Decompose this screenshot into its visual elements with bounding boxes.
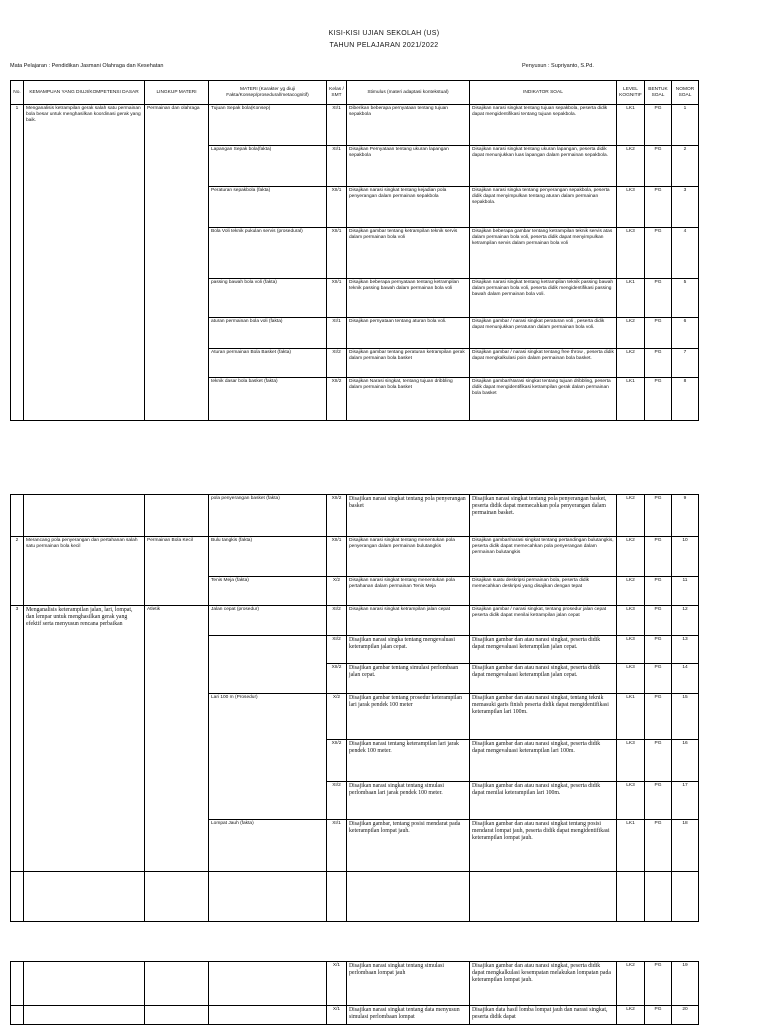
- lingkup-text: Permainan dan olahraga: [145, 105, 209, 421]
- col-indikator: INDIKATOR SOAL: [470, 81, 617, 105]
- nomor-cell: 10: [672, 537, 699, 577]
- bentuk-cell: PG: [645, 228, 672, 279]
- level-cell: LK1: [617, 378, 645, 421]
- level-cell: LK3: [617, 782, 645, 820]
- lingkup-text: Permainan Bola Kecil: [145, 537, 209, 606]
- table-row: [11, 495, 699, 537]
- stimulus-cell: Disajikan gambar tentang prosedur keterampilan lari jarak pendek 100 meter: [347, 694, 470, 740]
- bentuk-cell: PG: [645, 636, 672, 664]
- col-bentuk: BENTUK SOAL: [645, 81, 672, 105]
- indikator-cell: Disajikan gambar/Narasi singkat tentang tujuan dribbling, peserta didik dapat mengidentifikasi ketrampilan gerak dalam permainan bola basket: [470, 378, 617, 421]
- kd-text: [24, 495, 145, 537]
- materi-cell: Lompat Jauh (fakta): [209, 820, 327, 872]
- kelas-cell: X/2: [327, 694, 347, 740]
- bentuk-cell: PG: [645, 146, 672, 187]
- materi-cell: Lari 100 m (Prosedur): [209, 694, 327, 740]
- bentuk-cell: PG: [645, 495, 672, 537]
- nomor-cell: 4: [672, 228, 699, 279]
- nomor-cell: 7: [672, 349, 699, 378]
- bentuk-cell: PG: [645, 537, 672, 577]
- bentuk-cell: PG: [645, 318, 672, 349]
- nomor-cell: 17: [672, 782, 699, 820]
- bentuk-cell: PG: [645, 962, 672, 1006]
- materi-cell: teknik dasar bola basket (fakta): [209, 378, 327, 421]
- materi-cell: aturan permainan bola voli (fakta): [209, 318, 327, 349]
- materi-cell: Tenis Meja (fakta): [209, 577, 327, 606]
- kelas-cell: X/1: [327, 962, 347, 1006]
- indikator-cell: Disajikan gambar/narasi singkat tentang pertandingan bulutangkis, peserta didik dapat memecahkan pola penyerangan dalam permainan bulutangkis: [470, 537, 617, 577]
- level-cell: LK2: [617, 1006, 645, 1025]
- grid-table-1: [10, 80, 699, 421]
- nomor-cell: 14: [672, 664, 699, 694]
- indikator-cell: Disajikan gambar / narasi singkat peraturan voli , peserta didik dapat menunjukkan peraturan dalam permainan bola voli.: [470, 318, 617, 349]
- level-cell: LK2: [617, 537, 645, 577]
- stimulus-cell: Disajikan gambar tentang peraturan ketrampilan gerak dalam permainan bola basket: [347, 349, 470, 378]
- level-cell: LK1: [617, 694, 645, 740]
- kd-text: Menganalisis keterampilan jalan, lari, lompat, dan lempar untuk menghasilkan gerak yang efektif serta menyusun rencana perbaikan: [24, 606, 145, 872]
- level-cell: LK2: [617, 146, 645, 187]
- kd-number: 2: [11, 537, 24, 606]
- indikator-cell: Disajikan gambar dan atau narasi singkat, peserta didik dapat mengevaluasi keterampilan jalan cepat.: [470, 636, 617, 664]
- nomor-cell: 6: [672, 318, 699, 349]
- materi-cell: [209, 636, 327, 694]
- nomor-cell: 12: [672, 606, 699, 636]
- level-cell: LK2: [617, 349, 645, 378]
- level-cell: LK1: [617, 105, 645, 146]
- kelas-cell: X/2: [327, 577, 347, 606]
- stimulus-cell: Disajikan gambar, tentang posisi mendarat pada keterampilan lompat jauh.: [347, 820, 470, 872]
- level-cell: LK3: [617, 187, 645, 228]
- indikator-cell: Disajikan gambar dan atau narasi singkat, peserta didik dapat mengkalkulasi kesempatan melakukan lompatan pada keterampilan lompat jauh.: [470, 962, 617, 1006]
- nomor-cell: 8: [672, 378, 699, 421]
- bentuk-cell: PG: [645, 279, 672, 318]
- materi-cell: Jalan cepat (prosedur): [209, 606, 327, 636]
- stimulus-cell: Diberikan beberapa pernyataan tentang tujuan sepakbola: [347, 105, 470, 146]
- stimulus-cell: Disajikan narasi singkat ketrampilan jalan cepat: [347, 606, 470, 636]
- col-kd: KEMAMPUAN YANG DIUJI/KOMPETENSI DASAR: [24, 81, 145, 105]
- kelas-cell: XI/2: [327, 782, 347, 820]
- nomor-cell: 20: [672, 1006, 699, 1025]
- grid-table-3: [10, 961, 699, 1025]
- kelas-cell: XI/2: [327, 349, 347, 378]
- author-label: Penyusun : Supriyanto, S.Pd.: [522, 63, 594, 69]
- bentuk-cell: PG: [645, 664, 672, 694]
- kelas-cell: XI/1: [327, 318, 347, 349]
- grid-table-2: [10, 494, 699, 922]
- stimulus-cell: Disajikan pernyataan tentang aturan bola voli.: [347, 318, 470, 349]
- materi-cell: [209, 782, 327, 820]
- stimulus-cell: Disajikan gambar tentang simulasi perlombaan jalan cepat.: [347, 664, 470, 694]
- kelas-cell: XII/2: [327, 740, 347, 782]
- col-level: LEVEL KOGNITIF: [617, 81, 645, 105]
- bentuk-cell: PG: [645, 187, 672, 228]
- level-cell: LK3: [617, 636, 645, 664]
- stimulus-cell: Disajikan narasi singkat tentang kejadian pola penyerangan dalam permainan sepakbola: [347, 187, 470, 228]
- kelas-cell: XII/2: [327, 378, 347, 421]
- kelas-cell: XI/1: [327, 820, 347, 872]
- stimulus-cell: Disajikan narasi singka tentang mengevaluasi keterampilan jalan cepat.: [347, 636, 470, 664]
- indikator-cell: Disajikan gambar dan atau narasi singkat, tentang teknik memasuki garis finish peserta didik dapat mengidentifikasi keterampilan lari 100m.: [470, 694, 617, 740]
- nomor-cell: 15: [672, 694, 699, 740]
- indikator-cell: Disajikan gambar / narasi singkat tentang free throw , peserta didik dapat mengkalkulasi poin dalam permainan bola basket.: [470, 349, 617, 378]
- stimulus-cell: Disajikan narasi singkat tentang simulasi perlombaan lompat jauh: [347, 962, 470, 1006]
- materi-cell: Bulu tangkis (fakta): [209, 537, 327, 577]
- indikator-cell: Disajikan data hasil lomba lompat jauh dan narasi singkat, peserta didik dapat: [470, 1006, 617, 1025]
- bentuk-cell: PG: [645, 740, 672, 782]
- nomor-cell: 2: [672, 146, 699, 187]
- nomor-cell: 18: [672, 820, 699, 872]
- kd-number: 1: [11, 105, 24, 421]
- indikator-cell: Disajikan narasi singkat tentang pola penyerangan basket, peserta didik dapat memecahkan pola penyerangan dalam permainan basket.: [470, 495, 617, 537]
- subject-label: Mata Pelajaran : Pendidikan Jasmani Olahraga dan Kesehatan: [10, 63, 164, 69]
- nomor-cell: 11: [672, 577, 699, 606]
- table-row: [11, 962, 699, 1006]
- level-cell: LK2: [617, 577, 645, 606]
- level-cell: LK2: [617, 318, 645, 349]
- nomor-cell: 13: [672, 636, 699, 664]
- level-cell: LK3: [617, 606, 645, 636]
- nomor-cell: 9: [672, 495, 699, 537]
- materi-cell: Aturan permainan Bola Basket (fakta): [209, 349, 327, 378]
- document-year: TAHUN PELAJARAN 2021/2022: [329, 42, 439, 49]
- kelas-cell: XI/2: [327, 636, 347, 664]
- materi-cell: Peraturan sepakbola (fakta): [209, 187, 327, 228]
- stimulus-cell: Disajikan beberapa pernyataan tentang ketrampilan teknik passing bawah dalam permainan bola voli: [347, 279, 470, 318]
- nomor-cell: 1: [672, 105, 699, 146]
- kelas-cell: XII/1: [327, 228, 347, 279]
- kelas-cell: XII/2: [327, 495, 347, 537]
- kelas-cell: X/1: [327, 1006, 347, 1025]
- lingkup-text: Atletik: [145, 606, 209, 872]
- level-cell: LK1: [617, 279, 645, 318]
- lingkup-text: [145, 495, 209, 537]
- kelas-cell: XI/2: [327, 606, 347, 636]
- kd-number: 3: [11, 606, 24, 872]
- document-title: KISI-KISI UJIAN SEKOLAH (US): [328, 30, 440, 37]
- level-cell: LK3: [617, 228, 645, 279]
- indikator-cell: Disajikan suatu deskripsi permainan bola, peserta didik memecahkan deskripsi yang disajikan dengan tepat: [470, 577, 617, 606]
- indikator-cell: Disajikan narasi singka tentang penyerangan sepakbola, peserta didik dapat menyimpulkan tentang aturan dalam permainan sepakbola.: [470, 187, 617, 228]
- materi-cell: Bola Voli teknik pukulan servis (prosedural): [209, 228, 327, 279]
- indikator-cell: Disajikan narasi singkat tentang ukuran lapangan, peserta didik dapat menunjukkan luas lapangan dalam permainan sepakbola.: [470, 146, 617, 187]
- materi-cell: Lapangan Sepak bola(fakta): [209, 146, 327, 187]
- table-row: [11, 537, 699, 577]
- indikator-cell: Disajikan gambar dan atau narasi singkat, peserta didik dapat mengevaluasi keterampilan lari 100m.: [470, 740, 617, 782]
- kelas-cell: XII/1: [327, 279, 347, 318]
- stimulus-cell: Disajikan narasi tentang keterampilan lari jarak pendek 100 meter.: [347, 740, 470, 782]
- kelas-cell: XI/1: [327, 105, 347, 146]
- stimulus-cell: Disajikan narasi singkat tentang simulasi perlombaan lari jarak pendek 100 meter.: [347, 782, 470, 820]
- materi-cell: pola penyerangan basket (fakta): [209, 495, 327, 537]
- stimulus-cell: Disajikan narasi singkat tentang menentukan pola penyerangan dalam permainan bulutangkis: [347, 537, 470, 577]
- materi-cell: passing bawah bola voli (fakta): [209, 279, 327, 318]
- indikator-cell: Disajikan gambar dan atau narasi singkat, peserta didik dapat menilai keterampilan lari 100m.: [470, 782, 617, 820]
- level-cell: LK3: [617, 664, 645, 694]
- nomor-cell: 19: [672, 962, 699, 1006]
- bentuk-cell: PG: [645, 105, 672, 146]
- bentuk-cell: PG: [645, 577, 672, 606]
- col-lingkup: LINGKUP MATERI: [145, 81, 209, 105]
- nomor-cell: 5: [672, 279, 699, 318]
- bentuk-cell: PG: [645, 820, 672, 872]
- bentuk-cell: PG: [645, 694, 672, 740]
- stimulus-cell: Disajikan narasi singkat tentang data menyusun simulasi perlombaan lompat: [347, 1006, 470, 1025]
- col-no: No.: [11, 81, 24, 105]
- stimulus-cell: Disajikan Narasi singkat, tentang tujuan dribbling dalam permainan bola basket: [347, 378, 470, 421]
- materi-cell: [209, 740, 327, 782]
- stimulus-cell: Disajikan Pernyataan tentang ukuran lapangan sepakbola: [347, 146, 470, 187]
- kelas-cell: XII/1: [327, 537, 347, 577]
- nomor-cell: 3: [672, 187, 699, 228]
- stimulus-cell: Disajikan narasi singkat tentang menentukan pola pertahanan dalam permainan Tenis Meja: [347, 577, 470, 606]
- kd-number: [11, 495, 24, 537]
- indikator-cell: Disajikan narasi singkat tentang ketrampilan teknik passing bawah dalam permainan bola voli, peserta didik mengidentifikasi passing bawah dalam permainan bola voli.: [470, 279, 617, 318]
- materi-cell: Tujuan Sepak bola(Konsep): [209, 105, 327, 146]
- table-row: [11, 606, 699, 636]
- bentuk-cell: PG: [645, 1006, 672, 1025]
- indikator-cell: Disajikan narasi singkat tentang tujuan sepakbola, peserta didik dapat mengidentifikasi tentang tujuan sepakbola.: [470, 105, 617, 146]
- nomor-cell: 16: [672, 740, 699, 782]
- level-cell: LK2: [617, 495, 645, 537]
- bentuk-cell: PG: [645, 349, 672, 378]
- kd-text: Merancang pola penyerangan dan pertahanan salah satu permainan bola kecil: [24, 537, 145, 606]
- indikator-cell: Disajikan gambar dan atau narasi singkat tentang posisi mendarat lompat jauh, peserta didik dapat mengidentifikasi keterampilan lompat jauh.: [470, 820, 617, 872]
- table-row: [11, 872, 699, 922]
- bentuk-cell: PG: [645, 606, 672, 636]
- stimulus-cell: Disajikan gambar tentang ketrampilan teknik servis dalam permainan bola voli: [347, 228, 470, 279]
- level-cell: LK3: [617, 740, 645, 782]
- col-stimulus: Stimulus (materi adaptasi kontekstual): [347, 81, 470, 105]
- kelas-cell: XII/2: [327, 664, 347, 694]
- kelas-cell: XI/1: [327, 146, 347, 187]
- bentuk-cell: PG: [645, 378, 672, 421]
- col-nomor: NOMOR SOAL: [672, 81, 699, 105]
- level-cell: LK1: [617, 820, 645, 872]
- indikator-cell: Disajikan beberapa gambar tentang ketrampilan teknik servis atas dalam permainan bola voli, peserta didik dapat menyimpulkan ketrampilan servis dalam permainan bola voli: [470, 228, 617, 279]
- header-row: [11, 81, 699, 105]
- level-cell: LK2: [617, 962, 645, 1006]
- stimulus-cell: Disajikan narasi singkat tentang pola penyerangan basket: [347, 495, 470, 537]
- kd-text: Menganalisis ketrampilan gerak salah satu permainan bola besar untuk menghasilkan koordinasi gerak yang baik.: [24, 105, 145, 421]
- table-row: [11, 1006, 699, 1025]
- kelas-cell: XII/1: [327, 187, 347, 228]
- bentuk-cell: PG: [645, 782, 672, 820]
- col-kelas: Kelas / SMT: [327, 81, 347, 105]
- indikator-cell: Disajikan gambar / narasi singkat, tentang prosedur jalan cepat peserta didik dapat menilai ketrampilan jalan cepat: [470, 606, 617, 636]
- table-row: [11, 105, 699, 146]
- col-materi: MATERI (Karakter yg diuji Fakta/Konsep/prosedural/metacognitif): [209, 81, 327, 105]
- indikator-cell: Disajikan gambar dan atau narasi singkat, peserta didik dapat mengevaluasi keterampilan jalan cepat.: [470, 664, 617, 694]
